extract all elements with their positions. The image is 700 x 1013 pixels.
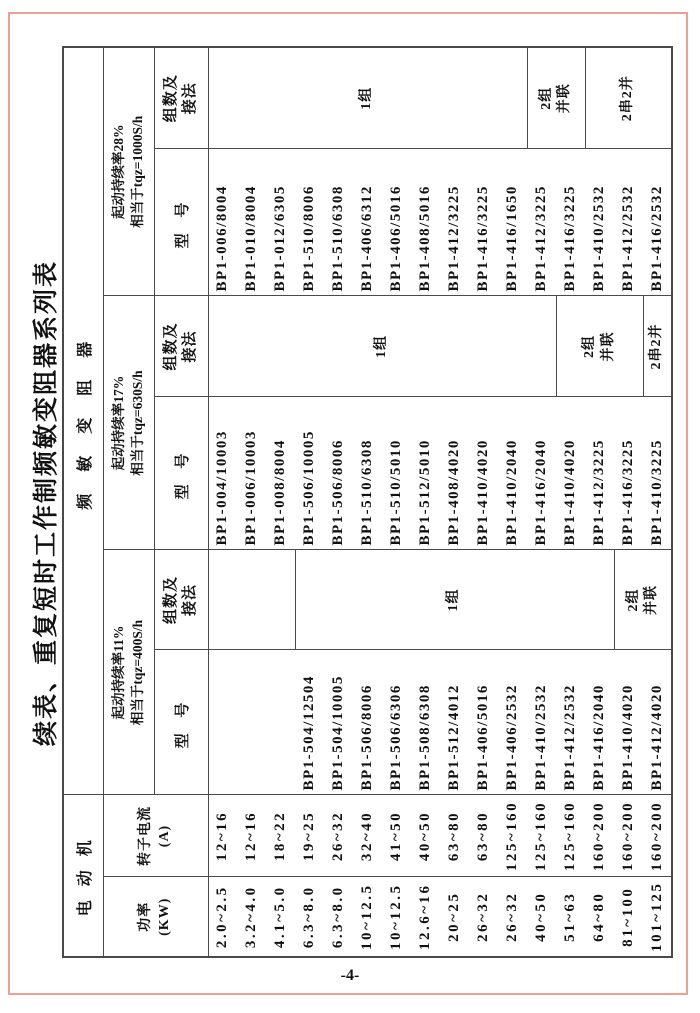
motor-section-header: 电 动 机 bbox=[63, 795, 103, 957]
table-row bbox=[469, 47, 498, 957]
table-row bbox=[614, 47, 643, 957]
model-11-cell: BP1-412/4020 bbox=[643, 650, 672, 795]
model-28-cell: BP1-406/6312 bbox=[353, 149, 382, 296]
current-cell: 63~80 bbox=[469, 795, 498, 877]
current-cell: 12~16 bbox=[237, 795, 266, 877]
conn-11-one-group-cell: 1组 bbox=[295, 550, 614, 650]
current-cell: 125~160 bbox=[556, 795, 585, 877]
duty-header-17pct: 起动持续率17% 相当于tqz=630S/h bbox=[103, 296, 154, 550]
model-11-cell bbox=[266, 650, 295, 795]
conn-11-empty-cell bbox=[208, 550, 295, 650]
model-11-cell: BP1-416/2040 bbox=[585, 650, 614, 795]
model-header-11pct: 型 号 bbox=[154, 650, 208, 795]
model-11-cell: BP1-504/10005 bbox=[324, 650, 353, 795]
conn-header-28pct: 组数及 接法 bbox=[154, 47, 208, 149]
model-28-cell: BP1-406/5016 bbox=[382, 149, 411, 296]
power-cell: 26~32 bbox=[498, 877, 527, 957]
power-label: 功率 bbox=[137, 901, 153, 932]
current-cell: 12~16 bbox=[208, 795, 237, 877]
current-cell: 125~160 bbox=[527, 795, 556, 877]
model-17-cell: BP1-416/3225 bbox=[614, 397, 643, 550]
model-11-cell: BP1-506/8006 bbox=[353, 650, 382, 795]
table-row bbox=[353, 47, 382, 957]
current-unit: (A) bbox=[156, 824, 172, 848]
model-17-cell: BP1-008/8004 bbox=[266, 397, 295, 550]
duty-header-11pct: 起动持续率11% 相当于tqz=400S/h bbox=[103, 550, 154, 795]
model-17-cell: BP1-512/5010 bbox=[411, 397, 440, 550]
table-row bbox=[382, 47, 411, 957]
power-cell: 10~12.5 bbox=[382, 877, 411, 957]
power-cell: 4.1~5.0 bbox=[266, 877, 295, 957]
conn-17-one-group-cell: 1组 bbox=[208, 296, 556, 397]
model-11-cell: BP1-412/2532 bbox=[556, 650, 585, 795]
model-17-cell: BP1-412/3225 bbox=[585, 397, 614, 550]
model-28-cell: BP1-416/3225 bbox=[556, 149, 585, 296]
model-28-cell: BP1-410/2532 bbox=[585, 149, 614, 296]
model-28-cell: BP1-510/8006 bbox=[295, 149, 324, 296]
model-11-cell: BP1-406/2532 bbox=[498, 650, 527, 795]
table-row bbox=[556, 47, 585, 957]
current-cell: 40~50 bbox=[411, 795, 440, 877]
current-cell: 41~50 bbox=[382, 795, 411, 877]
model-11-cell bbox=[237, 650, 266, 795]
current-column-header bbox=[103, 795, 208, 877]
power-cell: 40~50 bbox=[527, 877, 556, 957]
power-cell: 12.6~16 bbox=[411, 877, 440, 957]
conn-28-two-parallel-cell: 2组 并联 bbox=[527, 47, 585, 149]
conn-28-series-parallel-cell: 2串2并 bbox=[585, 47, 672, 149]
model-17-cell: BP1-510/5010 bbox=[382, 397, 411, 550]
power-cell: 64~80 bbox=[585, 877, 614, 957]
model-11-cell: BP1-504/12504 bbox=[295, 650, 324, 795]
model-17-cell: BP1-410/3225 bbox=[643, 397, 672, 550]
current-cell: 125~160 bbox=[498, 795, 527, 877]
current-cell: 63~80 bbox=[440, 795, 469, 877]
model-28-cell: BP1-416/3225 bbox=[469, 149, 498, 296]
duty-header-28pct: 起动持续率28% 相当于tqz=1000S/h bbox=[103, 47, 154, 296]
conn-header-11pct: 组数及 接法 bbox=[154, 550, 208, 650]
model-28-cell: BP1-412/2532 bbox=[614, 149, 643, 296]
model-17-cell: BP1-006/10003 bbox=[237, 397, 266, 550]
model-28-cell: BP1-412/3225 bbox=[527, 149, 556, 296]
power-cell: 3.2~4.0 bbox=[237, 877, 266, 957]
model-28-cell: BP1-412/3225 bbox=[440, 149, 469, 296]
resistor-series-table bbox=[62, 46, 673, 958]
current-cell: 26~32 bbox=[324, 795, 353, 877]
model-28-cell: BP1-010/8004 bbox=[237, 149, 266, 296]
conn-11-two-parallel-cell: 2组 并联 bbox=[614, 550, 672, 650]
power-cell: 6.3~8.0 bbox=[324, 877, 353, 957]
model-17-cell: BP1-408/4020 bbox=[440, 397, 469, 550]
model-28-cell: BP1-012/6305 bbox=[266, 149, 295, 296]
model-17-cell: BP1-410/4020 bbox=[556, 397, 585, 550]
power-cell: 10~12.5 bbox=[353, 877, 382, 957]
current-cell: 160~200 bbox=[643, 795, 672, 877]
power-cell: 81~100 bbox=[614, 877, 643, 957]
power-cell: 2.0~2.5 bbox=[208, 877, 237, 957]
conn-header-17pct: 组数及 接法 bbox=[154, 296, 208, 397]
table-row bbox=[498, 47, 527, 957]
model-11-cell: BP1-506/6306 bbox=[382, 650, 411, 795]
table-row bbox=[295, 47, 324, 957]
current-cell: 160~200 bbox=[614, 795, 643, 877]
power-cell: 51~63 bbox=[556, 877, 585, 957]
power-cell: 26~32 bbox=[469, 877, 498, 957]
table-row bbox=[585, 47, 614, 957]
model-17-cell: BP1-416/2040 bbox=[527, 397, 556, 550]
model-28-cell: BP1-416/2532 bbox=[643, 149, 672, 296]
model-header-28pct: 型 号 bbox=[154, 149, 208, 296]
current-cell: 18~22 bbox=[266, 795, 295, 877]
table-row bbox=[266, 47, 295, 957]
model-28-cell: BP1-408/5016 bbox=[411, 149, 440, 296]
table-row bbox=[527, 47, 556, 957]
current-cell: 32~40 bbox=[353, 795, 382, 877]
model-17-cell: BP1-510/6308 bbox=[353, 397, 382, 550]
model-11-cell: BP1-406/5016 bbox=[469, 650, 498, 795]
model-17-cell: BP1-506/8006 bbox=[324, 397, 353, 550]
power-column-header bbox=[103, 877, 208, 957]
model-17-cell: BP1-506/10005 bbox=[295, 397, 324, 550]
model-28-cell: BP1-416/1650 bbox=[498, 149, 527, 296]
current-label: 转子电流 bbox=[137, 806, 153, 866]
model-17-cell: BP1-410/2040 bbox=[498, 397, 527, 550]
power-cell: 20~25 bbox=[440, 877, 469, 957]
current-cell: 19~25 bbox=[295, 795, 324, 877]
table-row bbox=[440, 47, 469, 957]
resistor-section-header: 频 敏 变 阻 器 bbox=[63, 47, 103, 795]
page-number: -4- bbox=[340, 967, 360, 984]
table-row bbox=[237, 47, 266, 957]
model-11-cell: BP1-410/4020 bbox=[614, 650, 643, 795]
model-28-cell: BP1-006/8004 bbox=[208, 149, 237, 296]
power-unit: (KW) bbox=[156, 897, 172, 936]
conn-28-one-group-cell: 1组 bbox=[208, 47, 527, 149]
model-17-cell: BP1-410/4020 bbox=[469, 397, 498, 550]
model-header-17pct: 型 号 bbox=[154, 397, 208, 550]
conn-17-series-parallel-cell: 2串2并 bbox=[643, 296, 672, 397]
model-11-cell bbox=[208, 650, 237, 795]
power-cell: 6.3~8.0 bbox=[295, 877, 324, 957]
model-11-cell: BP1-512/4012 bbox=[440, 650, 469, 795]
table-row bbox=[324, 47, 353, 957]
table-row bbox=[411, 47, 440, 957]
rotated-content bbox=[25, 48, 670, 958]
table-row bbox=[643, 47, 672, 957]
model-17-cell: BP1-004/10003 bbox=[208, 397, 237, 550]
power-cell: 101~125 bbox=[643, 877, 672, 957]
current-cell: 160~200 bbox=[585, 795, 614, 877]
model-11-cell: BP1-410/2532 bbox=[527, 650, 556, 795]
model-28-cell: BP1-510/6308 bbox=[324, 149, 353, 296]
conn-17-two-parallel-cell: 2组 并联 bbox=[556, 296, 643, 397]
model-11-cell: BP1-508/6308 bbox=[411, 650, 440, 795]
table-row bbox=[208, 47, 237, 957]
doc-title: 续表、重复短时工作制频敏变阻器系列表 bbox=[33, 260, 60, 747]
